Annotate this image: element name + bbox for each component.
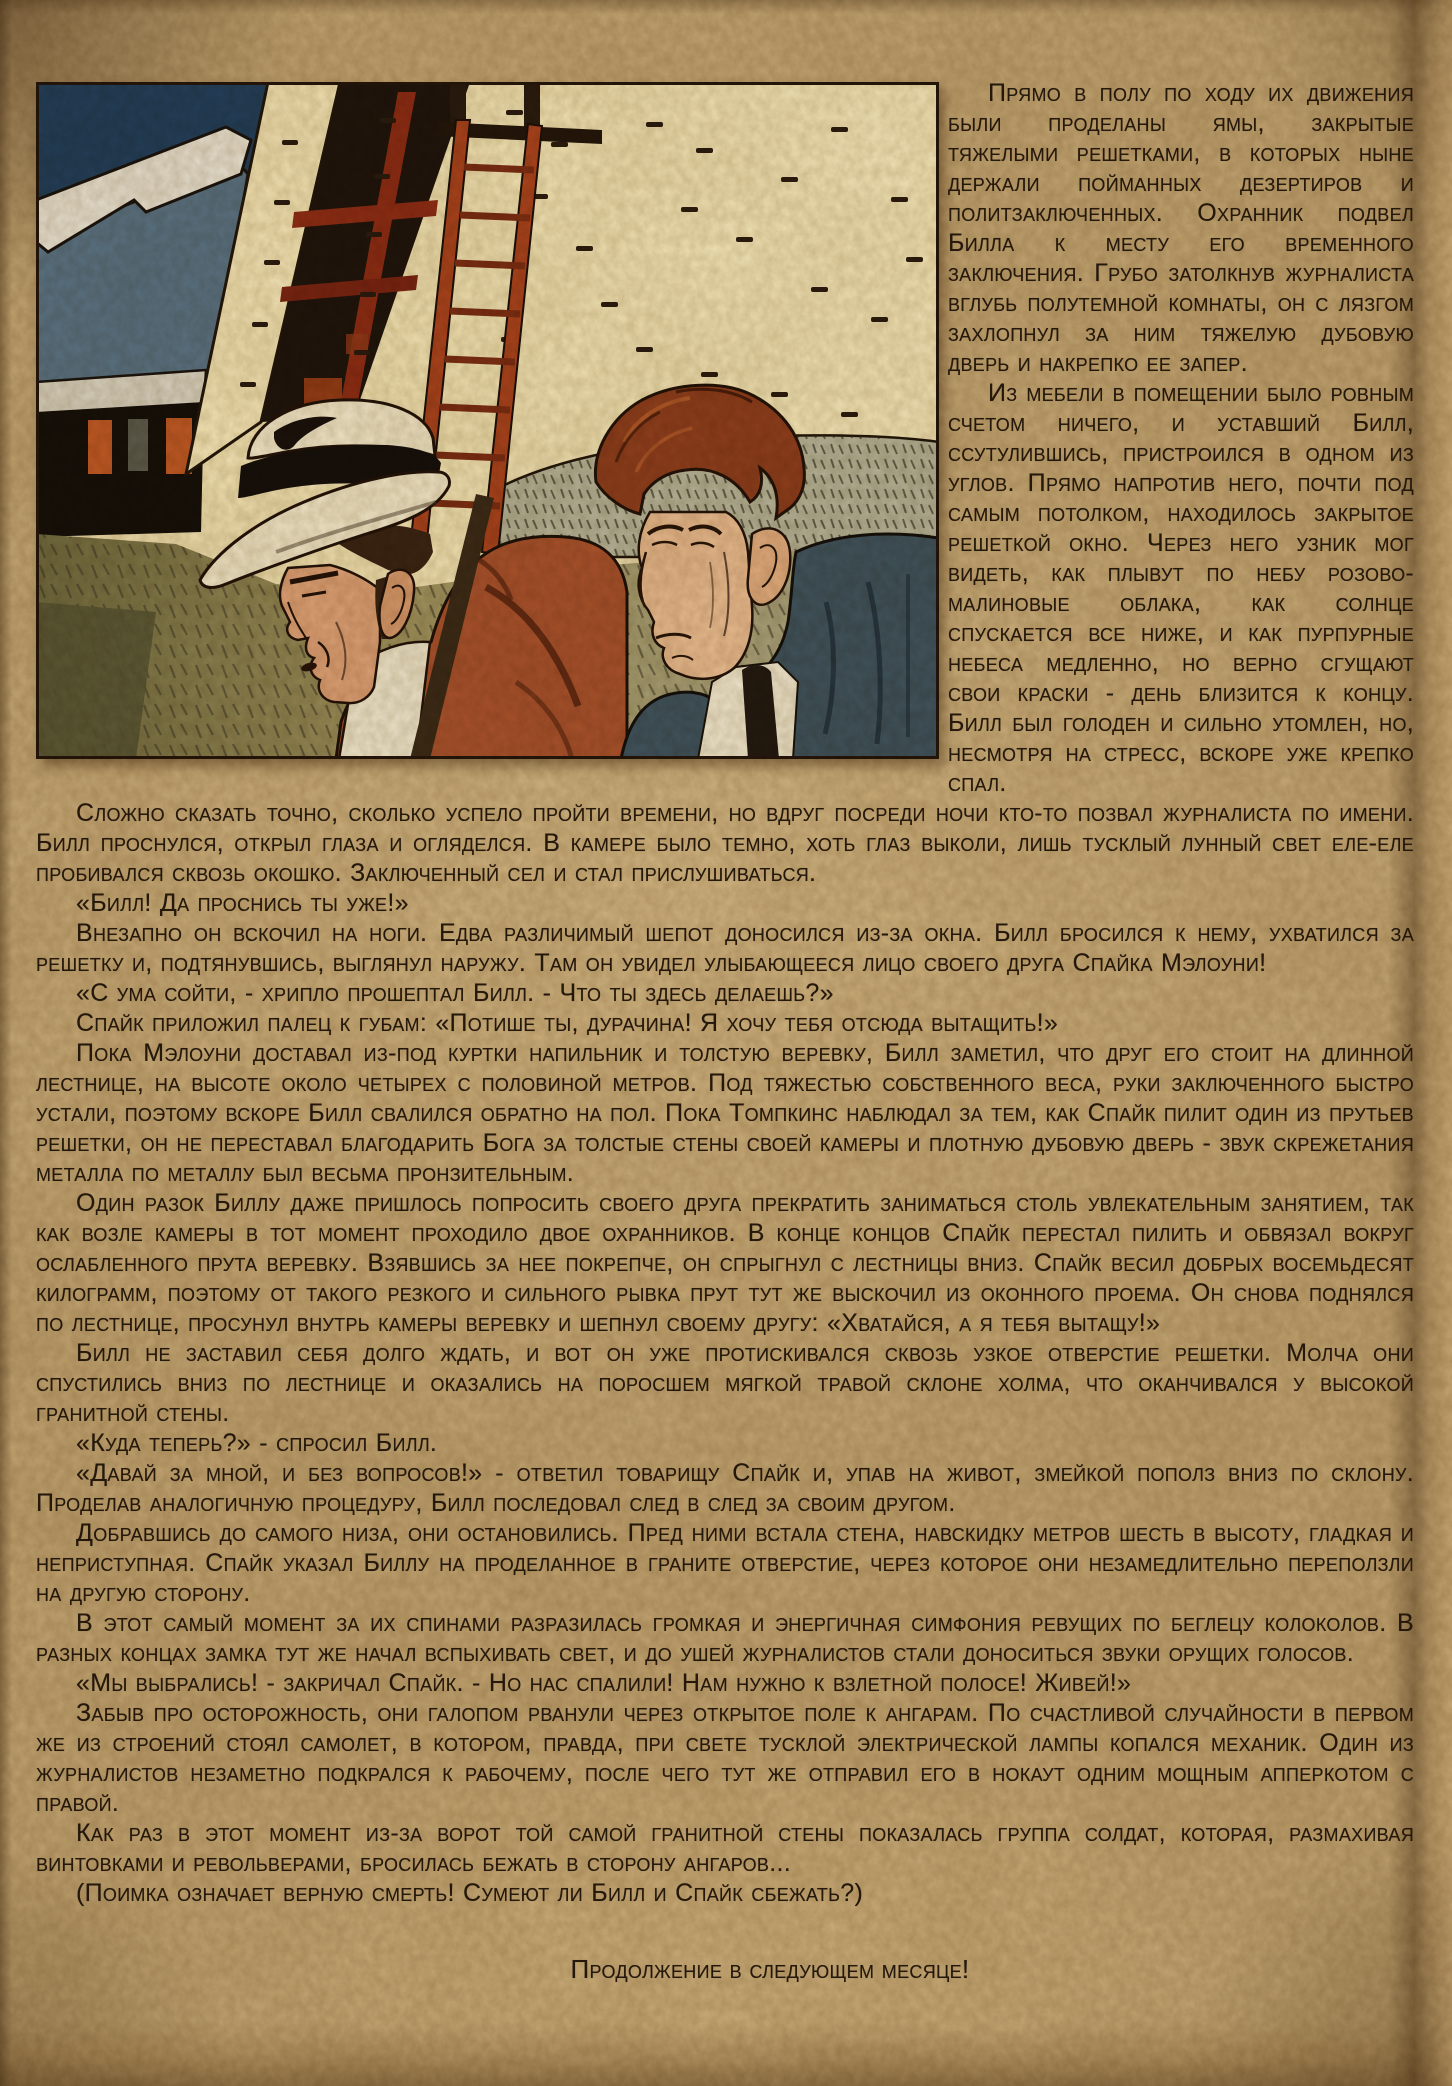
- story-paragraph: Забыв про осторожность, они галопом рванули через открытое поле к ангарам. По счастливой случайности в первом же из строений стоял самолет, в котором, правда, при свете тусклой электрической лампы копался механик. Один из журналистов незаметно подкрался к рабочему, после чего тут же отправил его в нокаут одним мощным апперкотом с правой.: [36, 1699, 1414, 1817]
- continuation-note: Продолжение в следующем месяце!: [570, 1954, 970, 1984]
- comic-panel-illustration: [36, 82, 939, 759]
- story-paragraph: «С ума сойти, - хрипло прошептал Билл. - Что ты здесь делаешь?»: [76, 979, 834, 1007]
- story-paragraph: «Куда теперь?» - спросил Билл.: [76, 1429, 438, 1457]
- column-paragraph: Из мебели в помещении было ровным счетом ничего, и уставший Билл, ссутулившись, пристроился в одном из углов. Прямо напротив него, почти под самым потолком, находилось закрытое решеткой окно. Через него узник мог видеть, как плывут по небу розово-малиновые облака, как солнце спускается все ниже, и как пурпурные небеса медленно, но верно сгущают свои краски - день близится к концу. Билл был голоден и сильно утомлен, но, несмотря на стресс, вскоре уже крепко спал.: [948, 379, 1414, 797]
- story-paragraph: Спайк приложил палец к губам: «Потише ты, дурачина! Я хочу тебя отсюда вытащить!»: [76, 1009, 1059, 1037]
- story-paragraph: «Давай за мной, и без вопросов!» - ответил товарищу Спайк и, упав на живот, змейкой пополз вниз по склону. Проделав аналогичную процедуру, Билл последовал след в след за своим другом.: [36, 1459, 1414, 1517]
- story-paragraph: Билл не заставил себя долго ждать, и вот он уже протискивался сквозь узкое отверстие решетки. Молча они спустились вниз по лестнице и оказались на поросшем мягкой травой склоне холма, что оканчивался у высокой гранитной стены.: [36, 1339, 1414, 1427]
- story-paragraph: Пока Мэлоуни доставал из-под куртки напильник и толстую веревку, Билл заметил, что друг его стоит на длинной лестнице, на высоте около четырех с половиной метров. Под тяжестью собственного веса, руки заключенного быстро устали, поэтому вскоре Билл свалился обратно на пол. Пока Томпкинс наблюдал за тем, как Спайк пилит один из прутьев решетки, он не переставал благодарить Бога за толстые стены своей камеры и плотную дубовую дверь - звук скрежетания металла по металлу был весьма пронзительным.: [36, 1039, 1414, 1187]
- story-paragraph: «Билл! Да проснись ты уже!»: [76, 889, 409, 917]
- story-paragraph: В этот самый момент за их спинами разразилась громкая и энергичная симфония ревущих по беглецу колоколов. В разных концах замка тут же начал вспыхивать свет, и до ушей журналистов стали доноситься звуки орущих голосов.: [36, 1609, 1414, 1667]
- story-paragraph: (Поимка означает верную смерть! Сумеют ли Билл и Спайк сбежать?): [76, 1879, 864, 1907]
- story-paragraph: Как раз в этот момент из-за ворот той самой гранитной стены показалась группа солдат, которая, размахивая винтовками и револьверами, бросилась бежать в сторону ангаров...: [36, 1819, 1414, 1877]
- story-paragraph: Сложно сказать точно, сколько успело пройти времени, но вдруг посреди ночи кто-то позвал журналиста по имени. Билл проснулся, открыл глаза и огляделся. В камере было темно, хоть глаз выколи, лишь тусклый лунный свет еле-еле пробивался сквозь окошко. Заключенный сел и стал прислушиваться.: [36, 799, 1414, 887]
- story-paragraph: Добравшись до самого низа, они остановились. Пред ними встала стена, навскидку метров шесть в высоту, гладкая и неприступная. Спайк указал Биллу на проделанное в граните отверстие, через которое они незамедлительно переползли на другую сторону.: [36, 1519, 1414, 1607]
- story-paragraph: Один разок Биллу даже пришлось попросить своего друга прекратить заниматься столь увлекательным занятием, так как возле камеры в тот момент проходило двое охранников. В конце концов Спайк перестал пилить и обвязал вокруг ослабленного прута веревку. Взявшись за нее покрепче, он спрыгнул с лестницы вниз. Спайк весил добрых восемьдесят килограмм, поэтому от такого резкого и сильного рывка прут тут же выскочил из оконного проема. Он снова поднялся по лестнице, просунул внутрь камеры веревку и шепнул своему другу: «Хватайся, а я тебя вытащу!»: [36, 1189, 1414, 1337]
- comic-panel: [36, 82, 939, 759]
- story-paragraph: Внезапно он вскочил на ноги. Едва различимый шепот доносился из-за окна. Билл бросился к нему, ухватился за решетку и, подтянувшись, выглянул наружу. Там он увидел улыбающееся лицо своего друга Спайка Мэлоуни!: [36, 919, 1414, 977]
- story-paragraph: «Мы выбрались! - закричал Спайк. - Но нас спалили! Нам нужно к взлетной полосе! Живей!»: [76, 1669, 1132, 1697]
- column-paragraph: Прямо в полу по ходу их движения были проделаны ямы, закрытые тяжелыми решетками, в которых ныне держали пойманных дезертиров и политзаключенных. Охранник подвел Билла к месту его временного заключения. Грубо затолкнув журналиста вглубь полутемной комнаты, он с лязгом захлопнул за ним тяжелую дубовую дверь и накрепко ее запер.: [948, 79, 1414, 377]
